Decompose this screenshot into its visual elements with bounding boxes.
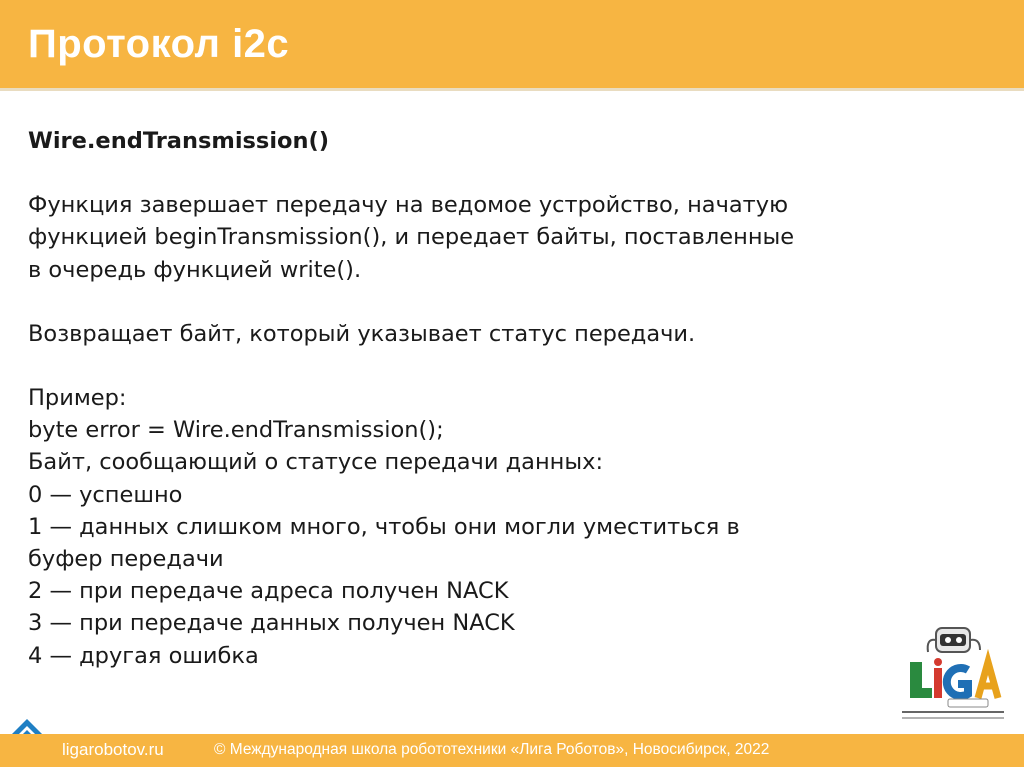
status-line: буфер передачи (28, 546, 224, 573)
spacer (28, 157, 928, 189)
example-code: byte error = Wire.endTransmission(); (28, 417, 444, 444)
site-link[interactable]: ligarobotov.ru (62, 740, 164, 759)
function-name: Wire.endTransmission() (28, 128, 330, 154)
header-divider (0, 88, 1024, 91)
description-line: в очередь функцией write(). (28, 256, 362, 283)
description-line: Функция завершает передачу на ведомое устройство, начатую (28, 192, 789, 219)
spacer (28, 286, 928, 318)
slide-title: Протокол i2c (28, 22, 290, 66)
status-intro: Байт, сообщающий о статусе передачи данных: (28, 449, 604, 476)
spacer (28, 350, 928, 382)
status-line: 3 — при передаче данных получен NACK (28, 610, 515, 637)
returns-text: Возвращает байт, который указывает статус передачи. (28, 320, 696, 347)
slide-body (28, 125, 928, 672)
liga-robots-logo (888, 626, 1018, 726)
status-line: 1 — данных слишком много, чтобы они могли уместиться в (28, 513, 740, 540)
copyright-text: © Международная школа робототехники «Лига Роботов», Новосибирск, 2022 (214, 741, 770, 758)
status-line: 2 — при передаче адреса получен NACK (28, 578, 509, 605)
status-line: 0 — успешно (28, 481, 183, 508)
example-label: Пример: (28, 385, 127, 412)
description-line: функцией beginTransmission(), и передает байты, поставленные (28, 224, 795, 251)
status-line: 4 — другая ошибка (28, 642, 259, 669)
footer-bar (0, 734, 1024, 767)
header-bar (0, 0, 1024, 88)
